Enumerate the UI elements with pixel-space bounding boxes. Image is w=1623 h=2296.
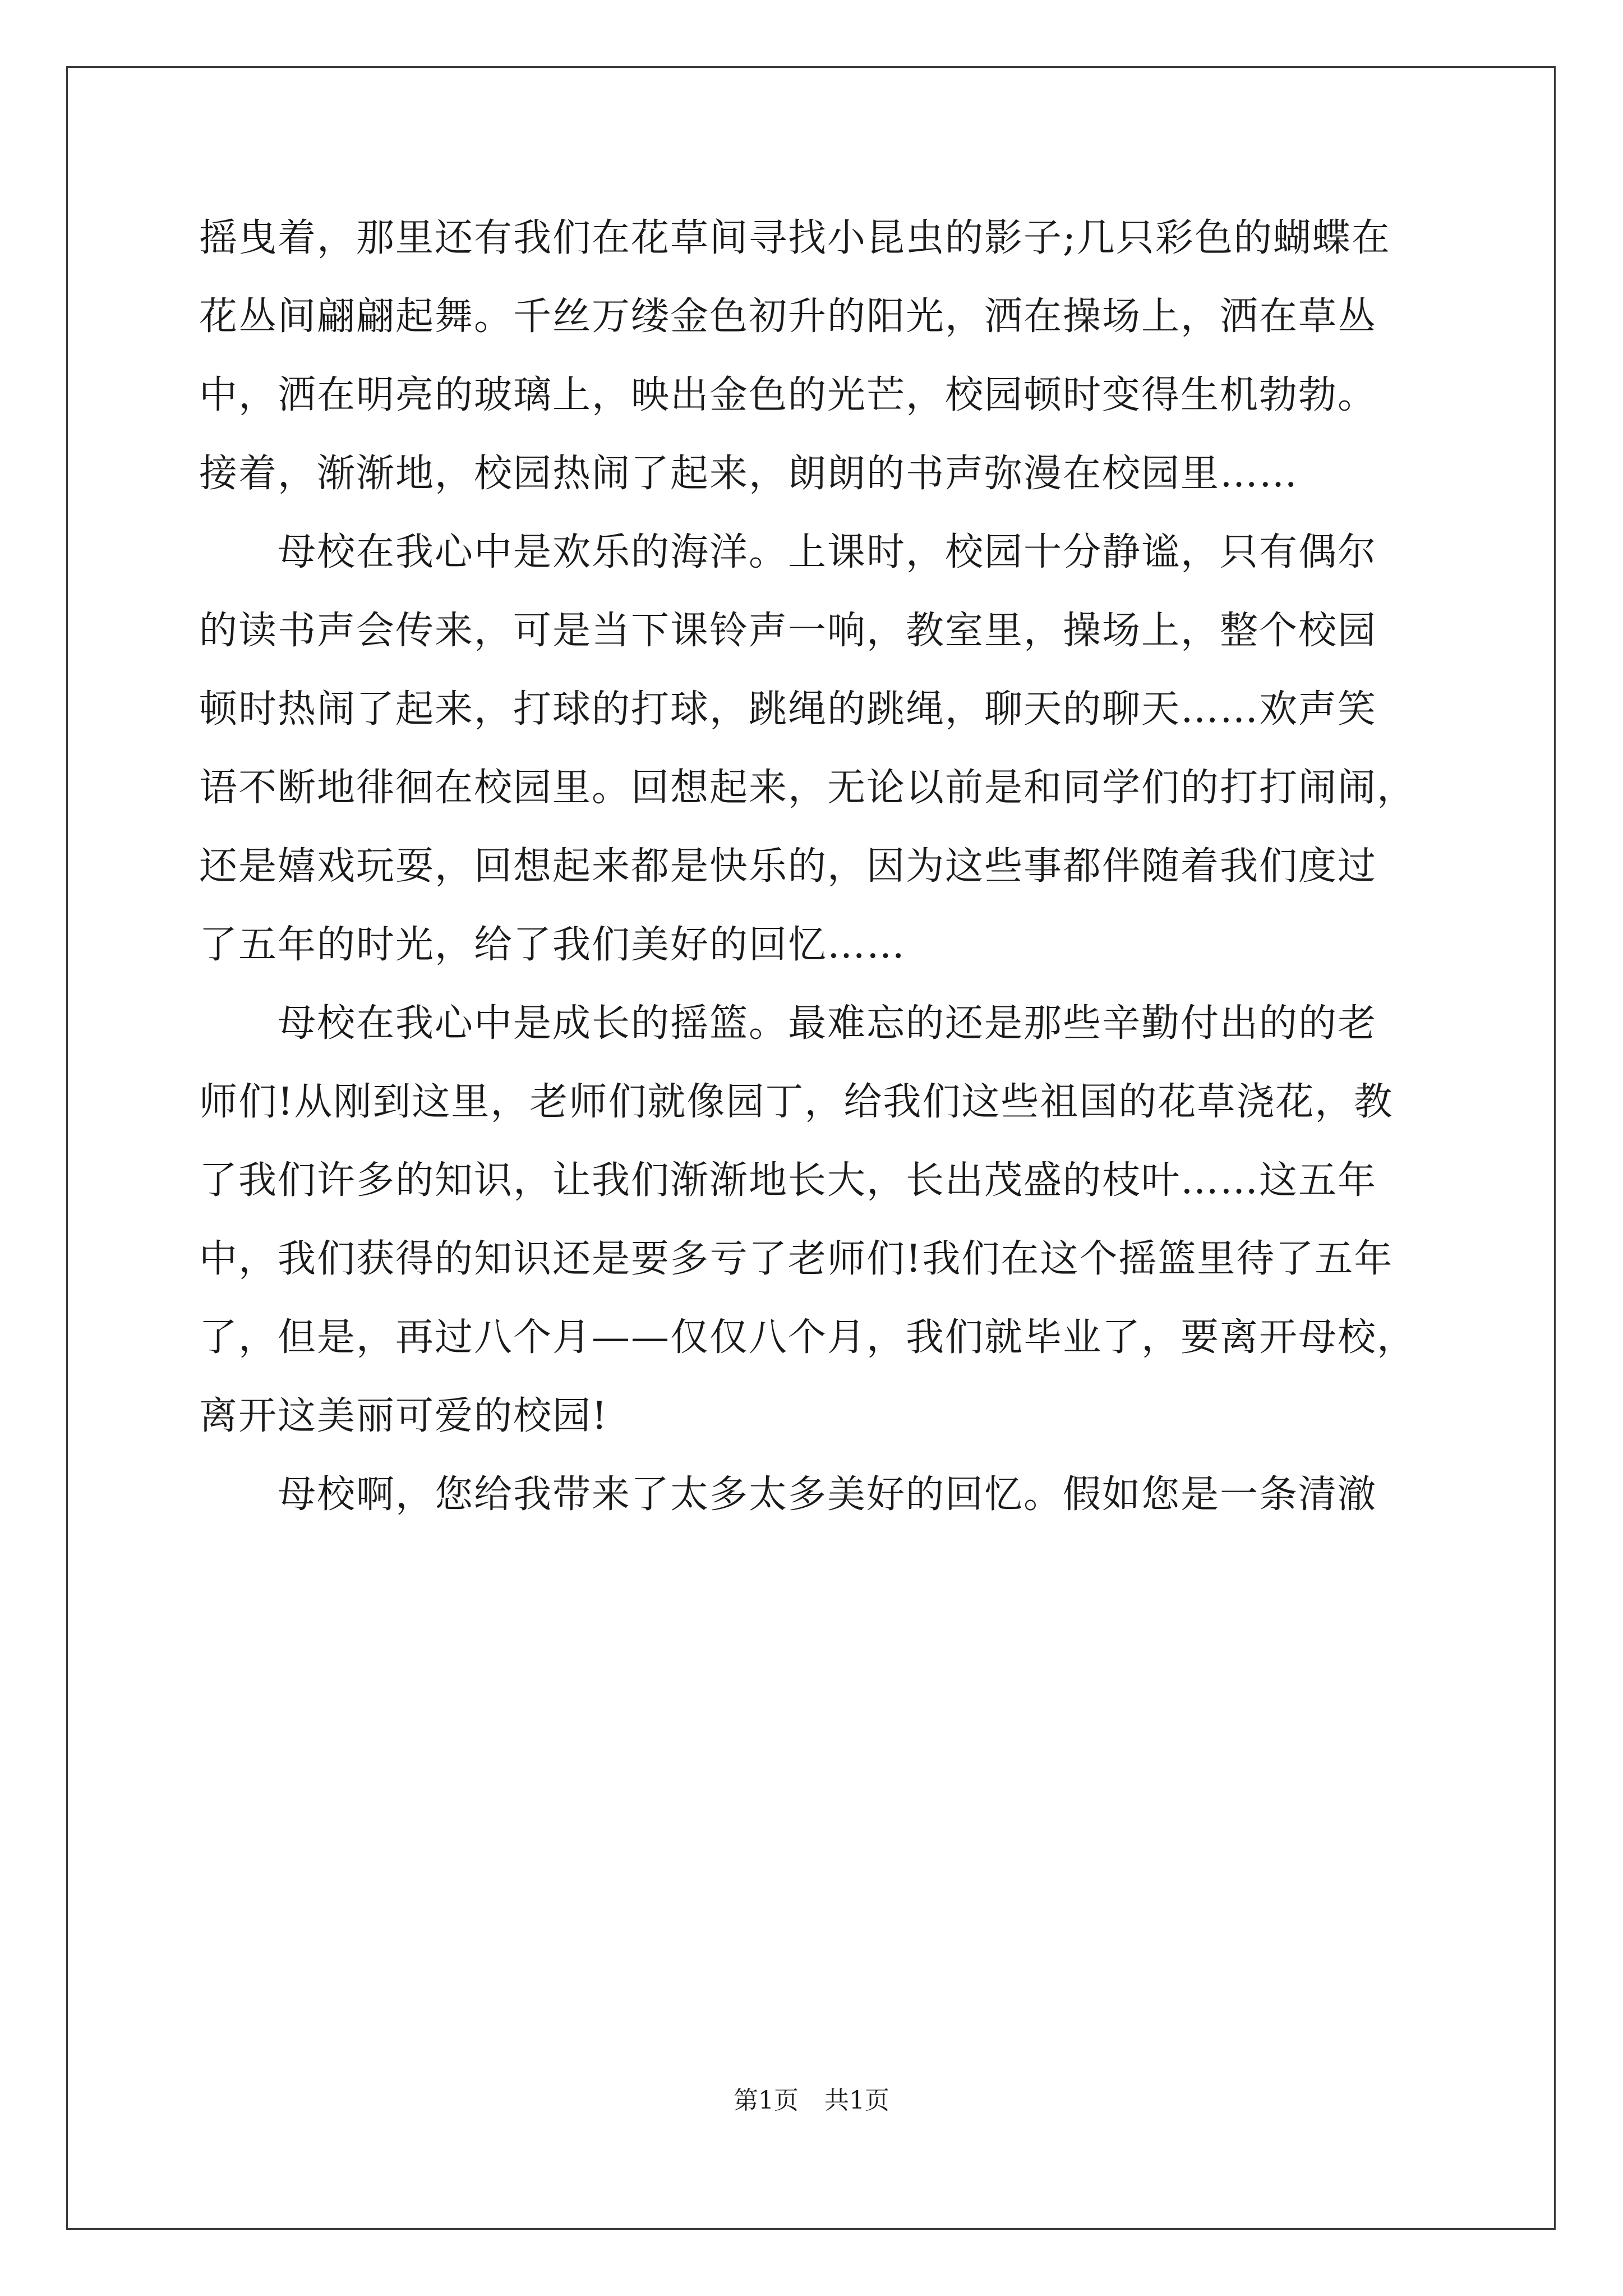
text-line: 还是嬉戏玩耍，回想起来都是快乐的，因为这些事都伴随着我们度过 [199, 844, 1377, 889]
text-line: 摇曳着，那里还有我们在花草间寻找小昆虫的影子;几只彩色的蝴蝶在 [199, 216, 1391, 260]
paragraph-3 [199, 984, 1433, 1456]
text-line: 的读书声会传来，可是当下课铃声一响，教室里，操场上，整个校园 [199, 609, 1377, 653]
page-footer [0, 2084, 1623, 2118]
text-line: 花丛间翩翩起舞。千丝万缕金色初升的阳光，洒在操场上，洒在草丛 [199, 295, 1377, 339]
text-line: 母校在我心中是成长的摇篮。最难忘的还是那些辛勤付出的的老 [278, 1001, 1377, 1046]
paragraph-1 [199, 199, 1433, 513]
text-line: 师们!从刚到这里，老师们就像园丁，给我们这些祖国的花草浇花，教 [199, 1080, 1394, 1124]
text-line: 接着，渐渐地，校园热闹了起来，朗朗的书声弥漫在校园里…… [199, 452, 1299, 496]
text-line: 母校在我心中是欢乐的海洋。上课时，校园十分静谧，只有偶尔 [278, 530, 1377, 574]
text-line: 离开这美丽可爱的校园! [199, 1394, 608, 1438]
text-line: 中，洒在明亮的玻璃上，映出金色的光芒，校园顿时变得生机勃勃。 [199, 373, 1377, 417]
text-line: 语不断地徘徊在校园里。回想起来，无论以前是和同学们的打打闹闹， [199, 766, 1417, 810]
document-body [199, 199, 1433, 1534]
text-line: 顿时热闹了起来，打球的打球，跳绳的跳绳，聊天的聊天……欢声笑 [199, 687, 1377, 731]
page-total: 共1页 [824, 2086, 889, 2115]
text-line: 了我们许多的知识，让我们渐渐地长大，长出茂盛的枝叶……这五年 [199, 1158, 1377, 1203]
text-line: 了，但是，再过八个月——仅仅八个月，我们就毕业了，要离开母校， [199, 1315, 1417, 1360]
text-line: 了五年的时光，给了我们美好的回忆…… [199, 923, 906, 967]
text-line: 母校啊，您给我带来了太多太多美好的回忆。假如您是一条清澈 [278, 1473, 1377, 1517]
page-number: 第1页 [734, 2086, 799, 2115]
paragraph-2 [199, 513, 1433, 984]
text-line: 中，我们获得的知识还是要多亏了老师们!我们在这个摇篮里待了五年 [199, 1237, 1394, 1281]
paragraph-4 [199, 1456, 1433, 1534]
